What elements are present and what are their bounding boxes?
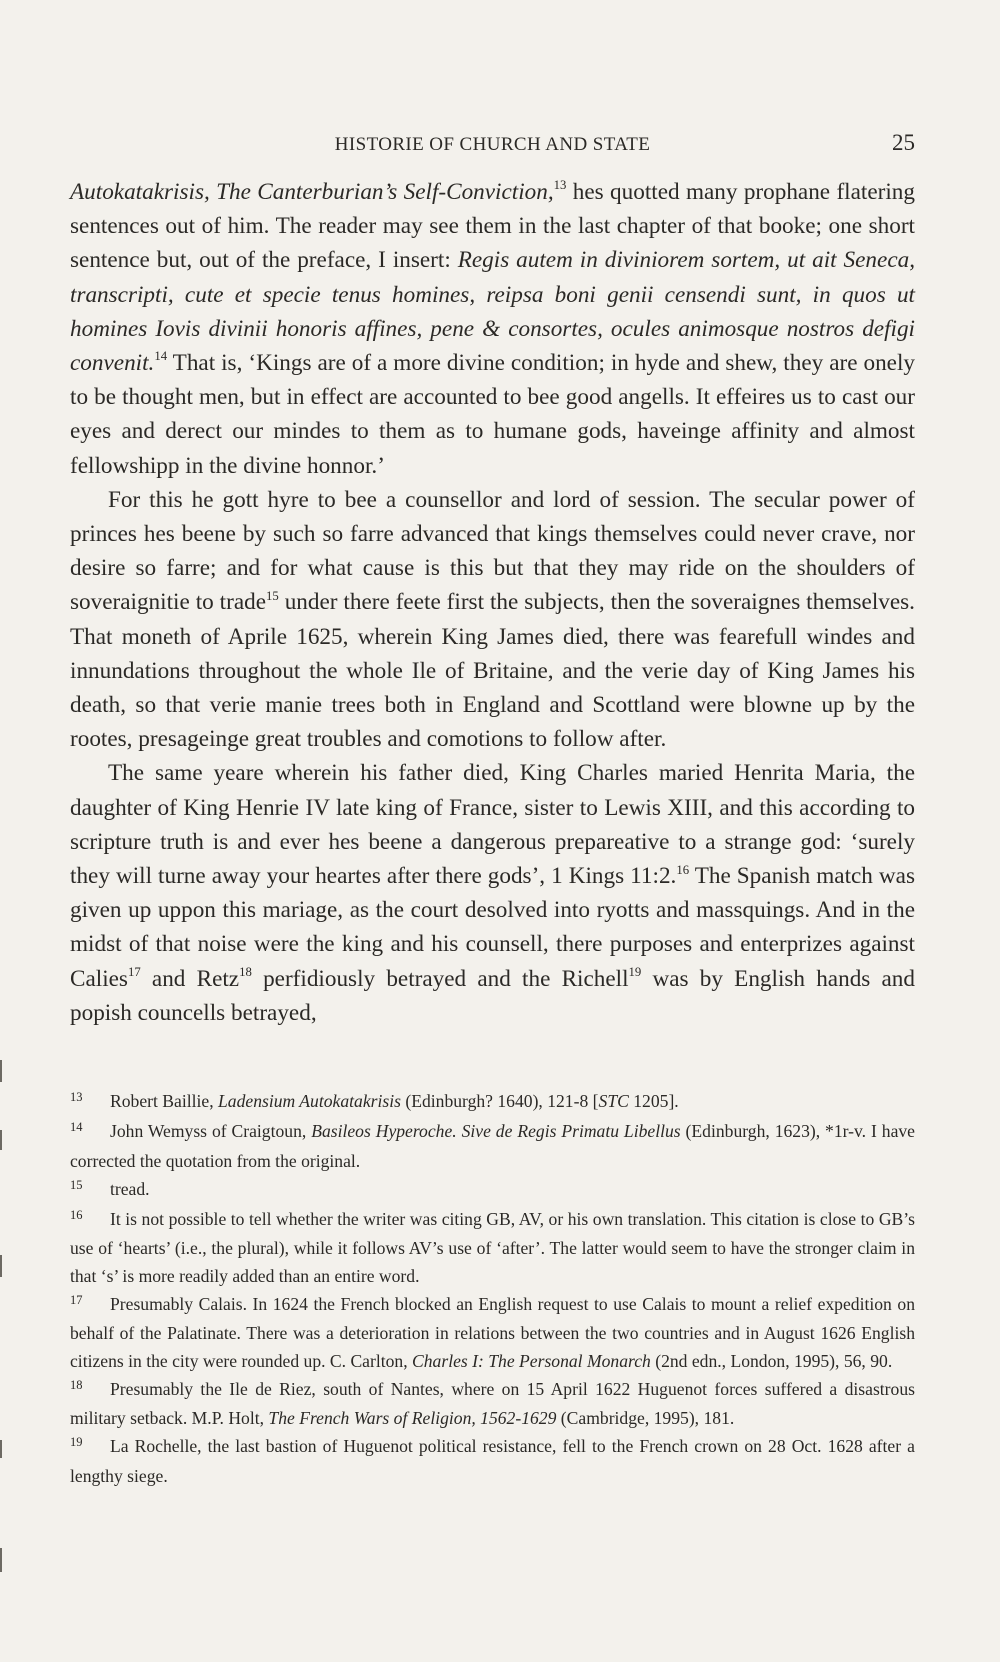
footnote [70,1376,915,1433]
footnote-number: 14 [70,1120,83,1134]
footnote-number: 16 [70,1207,83,1222]
footnote [70,1088,915,1118]
paragraph [70,756,915,1030]
footnote-ref: 19 [628,965,642,980]
footnote-text: (Cambridge, 1995), 181. [556,1408,735,1428]
paragraph [70,483,915,757]
footnote-text: tread. [110,1178,150,1199]
page-edge-mark [0,1130,2,1150]
footnote-italic: Ladensium Autokatakrisis [218,1091,401,1111]
footnote-text: Presumably the Ile de Riez, south of Nantes, where on 15 April 1622 Huguenot forces suffered a disastrous military setback. M.P. Holt, [70,1378,915,1428]
footnote-ref: 13 [553,178,567,193]
footnote-number: 19 [70,1435,83,1449]
text-run: hes quotted many prophane flatering sentences out of him. The reader may see them in the last chapter of that booke; one short sentence but, out of the preface, I insert: [70,179,915,274]
page-edge-mark [0,1548,2,1572]
text-run: under there feete first the subjects, then the soveraignes themselves. That moneth of Aprile 1625, wherein King James died, there was fearefull windes and innundations throughout the whole Ile of Britaine, and the verie day of King James his death, so that verie manie trees both in England and Scottland were blowne up by the rootes, presageinge great troubles and comotions to follow after. [70,589,915,753]
footnote-ref: 14 [154,349,168,364]
footnote-ref: 18 [239,965,252,980]
footnote [70,1433,915,1490]
page-edge-mark [0,1255,2,1277]
text-run: and Retz [140,965,240,992]
latin-quotation: Regis autem in diviniorem sortem, ut ait Seneca, transcripti, cute et specie tenus homines, reipsa boni genii censendi sunt, in quos ut homines Iovis divinii honoris affines, pene & consortes, ocules animosque nostros defigi convenit. [70,247,915,377]
text-run: For this he gott hyre to bee a counsellor and lord of session. The secular power of princes hes beene by such so farre advanced that kings themselves could never crave, nor desire so farre; and for what cause is this but that they may ride on the shoulders of soveraignitie to trade [70,486,915,616]
running-head: HISTORIE OF CHURCH AND STATE [334,134,651,155]
footnote-text: Presumably Calais. In 1624 the French blocked an English request to use Calais to mount a relief expedition on behalf of the Palatinate. There was a deterioration in relations between the two countries and in August 1626 English citizens in the city were rounded up. C. Carlton, [70,1293,915,1371]
text-run: The Spanish match was given up uppon this mariage, as the court desolved into ryotts and massquings. And in the midst of that noise were the king and his counsell, there purposes and enterprizes against Calies [70,863,915,992]
footnote-italic: The French Wars of Religion, 1562-1629 [268,1408,557,1428]
paragraph [70,175,915,483]
page-header [70,130,915,160]
footnote-text: Robert Baillie, [110,1091,218,1111]
footnote [70,1176,915,1206]
footnote-text: (Edinburgh? 1640), 121-8 [ [400,1091,599,1111]
text-run: The same yeare wherein his father died, King Charles maried Henrita Maria, the daughter of King Henrie IV late king of France, sister to Lewis XIII, and this according to scripture truth is and ever hes beene a dangerous prepareative to a strange god: ‘surely they will turne away your heartes after there gods’, 1 Kings 11:2. [70,760,915,890]
footnote-italic: Basileos Hyperoche. Sive de Regis Primatu Libellus [311,1121,681,1141]
footnote-italic: Charles I: The Personal Monarch [412,1350,651,1371]
footnote-text: La Rochelle, the last bastion of Huguenot political resistance, fell to the French crown on 28 Oct. 1628 after a lengthy siege. [70,1436,915,1486]
footnote [70,1206,915,1291]
footnote-ref: 15 [266,588,279,603]
main-text [70,175,915,1030]
italic-title: Autokatakrisis, The Canterburian’s Self-Conviction, [70,179,554,205]
footnote-text: It is not possible to tell whether the writer was citing GB, AV, or his own translation. This citation is close to GB’s use of ‘hearts’ (i.e., the plural), while it follows AV’s use of ‘after’. The latter would seem to have the stronger claim in that ‘s’ is more readily added than an entire word. [70,1208,915,1286]
footnote-number: 18 [70,1377,83,1392]
footnote-text: (Edinburgh, 1623), *1r-v. I have corrected the quotation from the original. [70,1121,915,1171]
footnote-text: (2nd edn., London, 1995), 56, 90. [650,1350,893,1371]
footnote-ref: 17 [127,965,141,980]
text-run: was by English hands and popish councells betrayed, [70,965,915,1026]
footnote-italic: STC [598,1091,629,1111]
footnotes [70,1088,915,1491]
footnote-number: 15 [70,1177,83,1192]
page-edge-mark [0,1440,2,1458]
footnote-text: 1205]. [628,1091,679,1111]
footnote-ref: 16 [676,862,690,877]
page-number: 25 [892,130,915,155]
footnote-number: 13 [70,1090,83,1104]
footnote-number: 17 [70,1292,83,1307]
footnote-text: John Wemyss of Craigtoun, [110,1121,312,1141]
text-run: That is, ‘Kings are of a more divine condition; in hyde and shew, they are onely to be thought men, but in effect are accounted to bee good angells. It effeires us to cast our eyes and derect our mindes to them as to humane gods, haveinge affinity and almost fellowshipp in the divine honnor.’ [70,350,915,479]
footnote [70,1118,915,1175]
footnote [70,1291,915,1376]
page-edge-mark [0,1060,2,1082]
text-run: perfidiously betrayed and the Richell [251,965,629,992]
